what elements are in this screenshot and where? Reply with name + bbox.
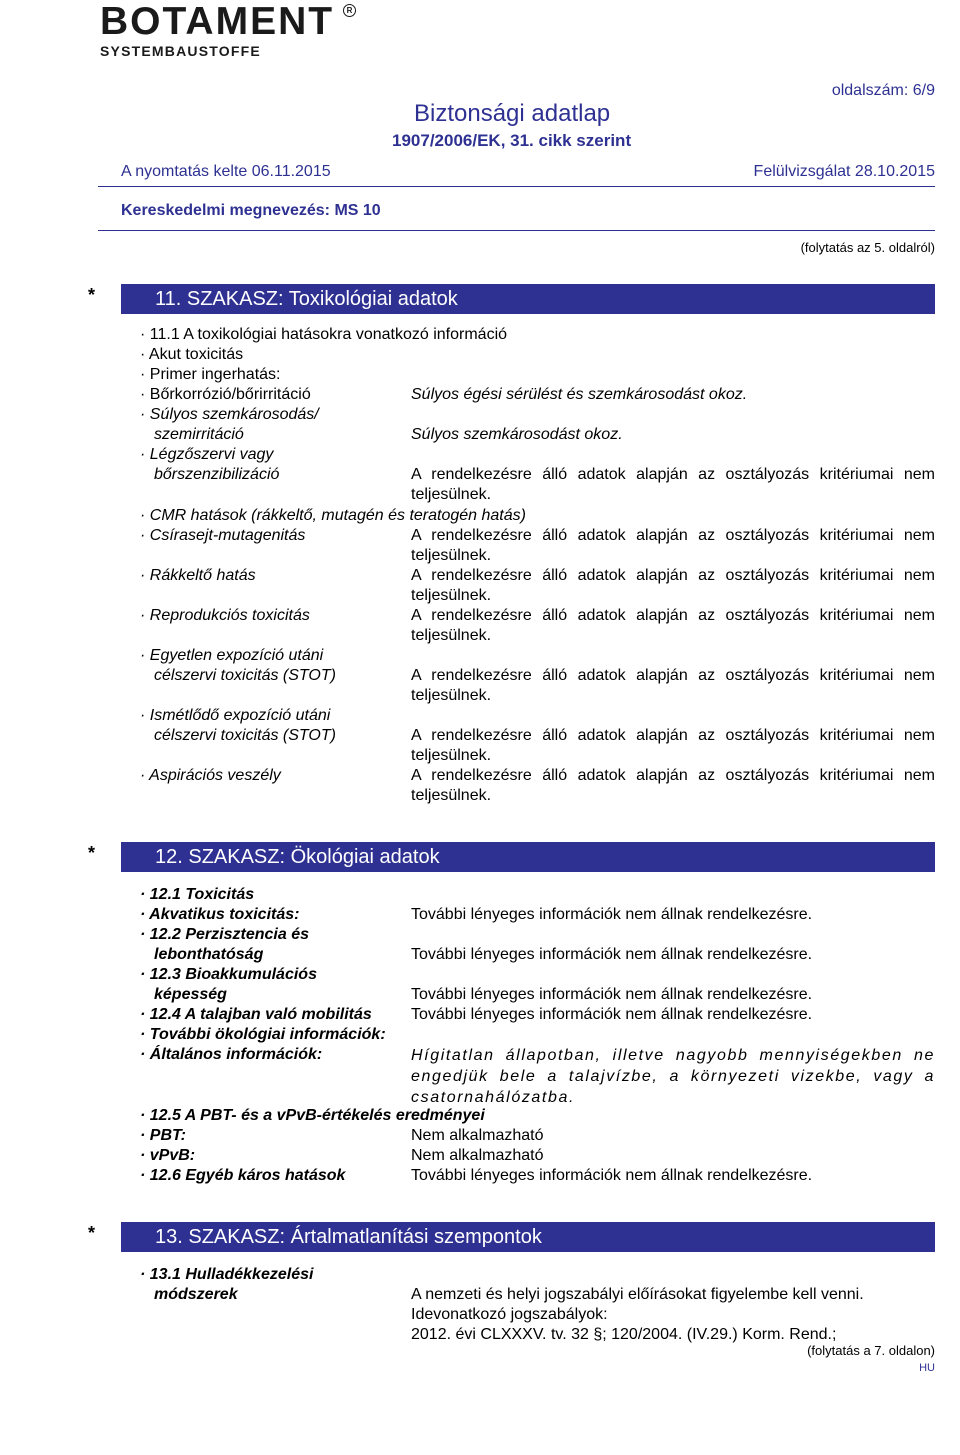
sec11-label: · Légzőszervi vagy [140, 446, 274, 463]
sec12-label: · Általános információk: [140, 1046, 323, 1063]
sec12-label: · PBT: [140, 1127, 186, 1144]
document-subtitle: 1907/2006/EK, 31. cikk szerint [392, 131, 632, 150]
sec11-value: A rendelkezésre álló adatok alapján az osztályozás kritériumai nem teljesülnek. [411, 667, 935, 704]
sec13-label: módszerek [154, 1286, 238, 1303]
document-title: Biztonsági adatlap [414, 100, 611, 127]
sec11-value: A rendelkezésre álló adatok alapján az osztályozás kritériumai nem teljesülnek. [411, 727, 935, 764]
sec12-value: Hígitatlan állapotban, illetve nagyobb mennyiségekben ne engedjük bele a talajvízbe, a környezeti vizekbe, vagy a csatornahálózatba. [411, 1047, 935, 1106]
sec11-label: · Aspirációs veszély [140, 767, 281, 784]
sec13-value: 2012. évi CLXXXV. tv. 32 §; 120/2004. (IV.29.) Korm. Rend.; [411, 1326, 837, 1343]
sec11-line: · CMR hatások (rákkeltő, mutagén és teratogén hatás) [140, 507, 526, 524]
sec11-value: A rendelkezésre álló adatok alapján az osztályozás kritériumai nem teljesülnek. [411, 466, 935, 503]
sec11-label: · Reprodukciós toxicitás [140, 607, 310, 624]
sec13-value: Idevonatkozó jogszabályok: [411, 1306, 608, 1323]
sec12-value: További lényeges információk nem állnak rendelkezésre. [411, 946, 813, 963]
language-code: HU [919, 1362, 935, 1374]
sec11-value: Súlyos égési sérülést és szemkárosodást okoz. [411, 386, 748, 403]
sec12-value: Nem alkalmazható [411, 1127, 544, 1144]
continued-to: (folytatás a 7. oldalon) [807, 1343, 935, 1358]
page-number: oldalszám: 6/9 [831, 82, 935, 99]
sec12-value: További lényeges információk nem állnak rendelkezésre. [411, 906, 813, 923]
sec12-label: képesség [154, 986, 227, 1003]
company-logo-subtitle: SYSTEMBAUSTOFFE [100, 43, 261, 59]
sec11-value: A rendelkezésre álló adatok alapján az osztályozás kritériumai nem teljesülnek. [411, 607, 935, 644]
sec12-label: · vPvB: [140, 1147, 196, 1164]
sec12-label: · 12.3 Bioakkumulációs [140, 966, 317, 983]
sec11-value: A rendelkezésre álló adatok alapján az osztályozás kritériumai nem teljesülnek. [411, 767, 935, 804]
sec12-line: · 12.1 Toxicitás [140, 886, 255, 903]
sec13-label: · 13.1 Hulladékkezelési [140, 1266, 314, 1283]
sec11-value: Súlyos szemkárosodást okoz. [411, 426, 623, 443]
sec11-label: · Egyetlen expozíció utáni [140, 647, 324, 664]
changed-marker: * [88, 285, 96, 305]
sec11-label: · Bőrkorrózió/bőrirritáció [140, 386, 311, 403]
sec12-label: lebonthatóság [154, 946, 264, 963]
sec12-value: További lényeges információk nem állnak rendelkezésre. [411, 1006, 813, 1023]
product-name: Kereskedelmi megnevezés: MS 10 [121, 202, 381, 219]
changed-marker: * [88, 843, 96, 863]
registered-mark-icon: R [343, 4, 356, 17]
sec13-value: A nemzeti és helyi jogszabályi előírásokat figyelembe kell venni. [411, 1286, 864, 1303]
section-13-heading: 13. SZAKASZ: Ártalmatlanítási szempontok [121, 1222, 935, 1252]
sec12-label: · Akvatikus toxicitás: [140, 906, 300, 923]
continued-from: (folytatás az 5. oldalról) [800, 240, 935, 255]
company-logo: BOTAMENT [100, 0, 335, 43]
changed-marker: * [88, 1223, 96, 1243]
sec11-label: szemirritáció [154, 426, 244, 443]
sec11-label: célszervi toxicitás (STOT) [154, 727, 336, 744]
revision-date: Felülvizsgálat 28.10.2015 [753, 163, 935, 180]
sec11-label: · Ismétlődő expozíció utáni [140, 707, 331, 724]
sec11-label: · Súlyos szemkárosodás/ [140, 406, 319, 423]
sec12-label: · 12.6 Egyéb káros hatások [140, 1167, 346, 1184]
sec12-value: További lényeges információk nem állnak rendelkezésre. [411, 986, 813, 1003]
section-12-heading: 12. SZAKASZ: Ökológiai adatok [121, 842, 935, 872]
sec11-label: · Csírasejt-mutagenitás [140, 527, 306, 544]
print-date: A nyomtatás kelte 06.11.2015 [121, 163, 331, 180]
sec11-label: bőrszenzibilizáció [154, 466, 280, 483]
header-divider [98, 186, 935, 187]
section-11-heading: 11. SZAKASZ: Toxikológiai adatok [121, 284, 935, 314]
sec11-value: A rendelkezésre álló adatok alapján az osztályozás kritériumai nem teljesülnek. [411, 567, 935, 604]
sec12-value: Nem alkalmazható [411, 1147, 544, 1164]
product-divider [98, 230, 935, 231]
sec11-value: A rendelkezésre álló adatok alapján az osztályozás kritériumai nem teljesülnek. [411, 527, 935, 564]
sec11-line: · 11.1 A toxikológiai hatásokra vonatkozó információ [140, 326, 508, 343]
sec12-label: · 12.2 Perzisztencia és [140, 926, 309, 943]
sec12-line: · 12.5 A PBT- és a vPvB-értékelés eredményei [140, 1107, 485, 1124]
sec11-label: · Rákkeltő hatás [140, 567, 256, 584]
sec11-line: · Akut toxicitás [140, 346, 244, 363]
sec12-label: · 12.4 A talajban való mobilitás [140, 1006, 372, 1023]
sec12-value: További lényeges információk nem állnak rendelkezésre. [411, 1167, 813, 1184]
sec12-line: · További ökológiai információk: [140, 1026, 386, 1043]
sec11-line: · Primer ingerhatás: [140, 366, 281, 383]
sec11-label: célszervi toxicitás (STOT) [154, 667, 336, 684]
